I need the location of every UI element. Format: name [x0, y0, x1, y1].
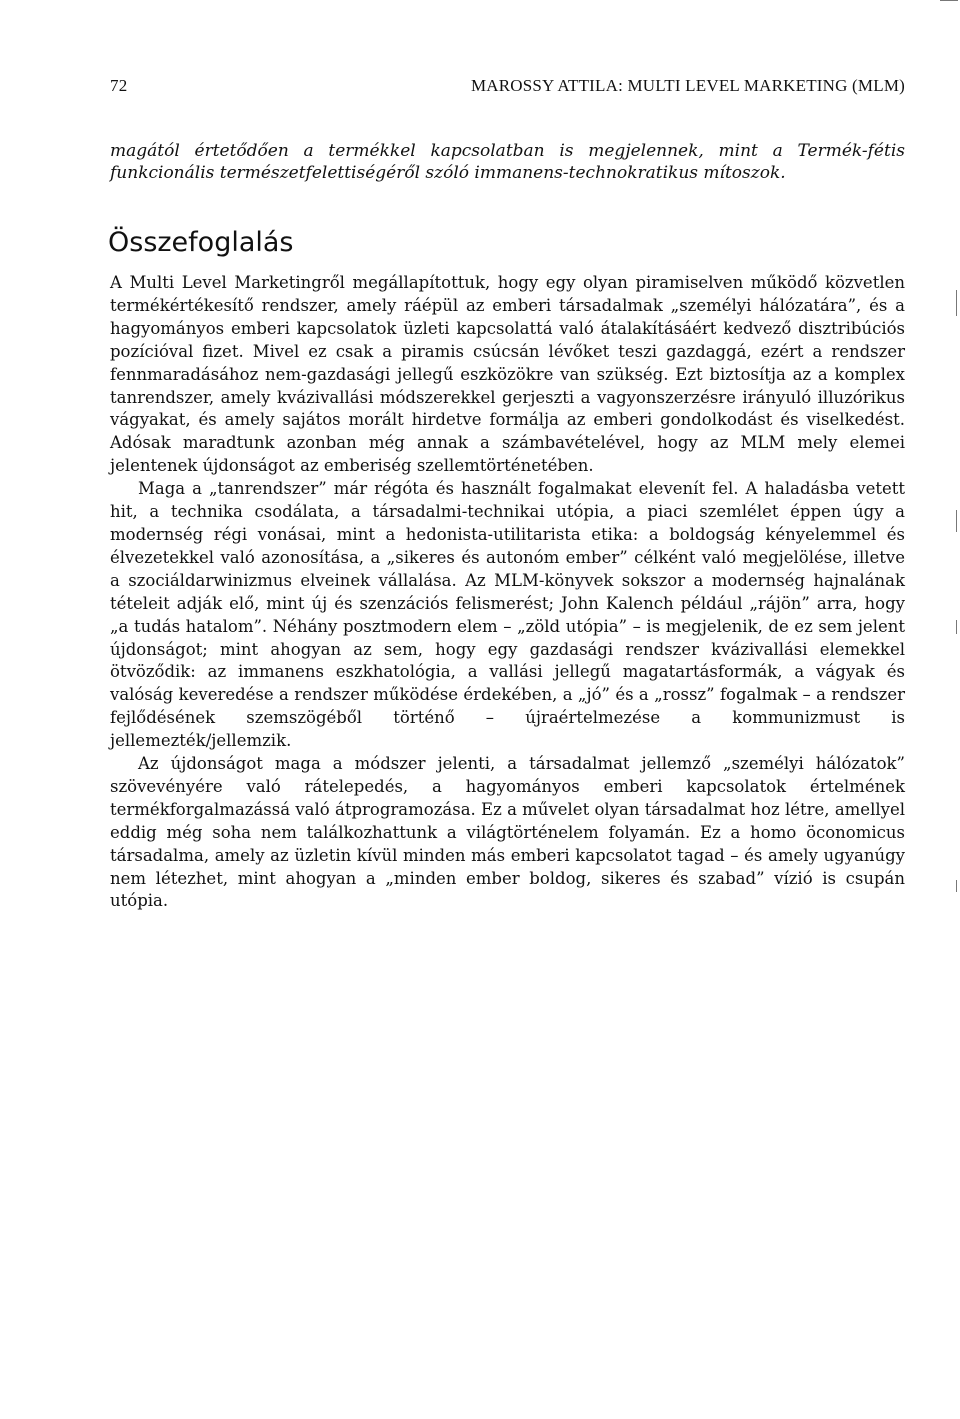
intro-paragraph: magától értetődően a termékkel kapcsolatban is megjelennek, mint a Termék-fétis funkcionális természetfelettiségéről szóló immanens-technokratikus mítoszok.: [110, 141, 905, 183]
scan-mark: [956, 880, 957, 892]
section-body: [110, 272, 905, 913]
page-header: [110, 76, 905, 100]
scan-mark: [940, 0, 958, 1]
body-paragraph-1: A Multi Level Marketingről megállapítottuk, hogy egy olyan piramiselven működő közvetlen termékértékesítő rendszer, amely ráépül az emberi társadalmak „személyi hálózatára”, és a hagyományos emberi kapcsolatok üzleti kapcsolattá való átalakításáért kedvező disztribúciós pozícióval fizet. Mivel ez csak a piramis csúcsán lévőket teszi gazdaggá, ezért a rendszer fennmaradásához nem-gazdasági jellegű eszközökre van szükség. Ezt biztosítja az a komplex tanrendszer, amely kvázivallási módszerekkel gerjeszti a vagyonszerzésre irányuló illuzórikus vágyakat, és amely sajátos morált hirdetve formálja az emberi gondolkodást és viselkedést. Adósak maradtunk azonban még annak a számbavételével, hogy az MLM mely elemei jelentenek újdonságot az emberiség szellemtörténetében.: [110, 273, 905, 476]
scan-mark: [956, 510, 957, 532]
section-heading: Összefoglalás: [108, 227, 294, 258]
body-paragraph-2: Maga a „tanrendszer” már régóta és használt fogalmakat elevenít fel. A haladásba vetett hit, a technika csodálata, a társadalmi-technikai utópia, a piaci szemlélet éppen úgy a modernség régi vonásai, mint a hedonista-utilitarista etika: a boldogság kényelemmel és élvezetekkel való azonosítása, a „sikeres és autonóm ember” célként való megjelölése, illetve a szociáldarwinizmus elveinek vállalása. Az MLM-könyvek sokszor a modernség hajnalának tételeit adják elő, mint új és szenzációs felismerést; John Kalench például „rájön” arra, hogy „a tudás hatalom”. Néhány posztmodern elem – „zöld utópia” – is megjelenik, de ez sem jelent újdonságot; mint ahogyan az sem, hogy egy gazdasági rendszer kvázivallási elemekkel ötvöződik: az immanens eszkhatológia, a vallási jellegű magatartásformák, a vágyak és valóság keveredése a rendszer működése érdekében, a „jó” és a „rossz” fogalmak – a rendszer fejlődésének szemszögéből történő – újraértelmezése a kommunizmust is jellemezték/jellemzik.: [110, 479, 905, 751]
scan-mark: [956, 620, 957, 634]
page-number: 72: [110, 76, 128, 95]
running-head: MAROSSY ATTILA: MULTI LEVEL MARKETING (MLM): [470, 76, 905, 95]
scan-mark: [956, 290, 957, 316]
body-paragraph-3: Az újdonságot maga a módszer jelenti, a társadalmat jellemző „személyi hálózatok” szövevényére való rátelepedés, a hagyományos emberi kapcsolatok értelmének termékforgalmazássá való átprogramozása. Ez a művelet olyan társadalmat hoz létre, amellyel eddig még soha nem találkozhattunk a világtörténelem folyamán. Ez a homo öconomicus társadalma, amely az üzletin kívül minden más emberi kapcsolatot tagad – és amely ugyanúgy nem létezhet, mint ahogyan a „minden ember boldog, sikeres és szabad” vízió is csupán utópia.: [110, 754, 905, 911]
